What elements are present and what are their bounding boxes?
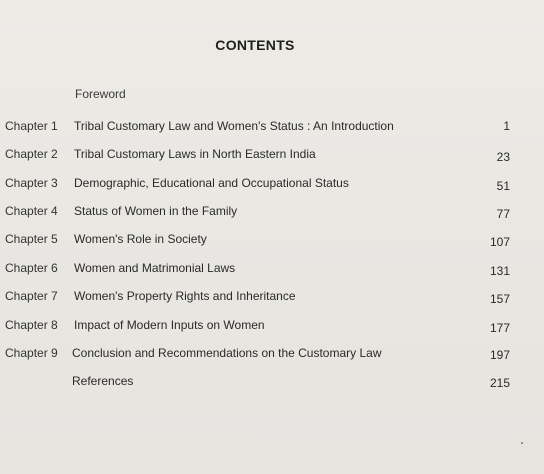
page-number: 77: [496, 207, 510, 221]
page-number: 157: [489, 292, 510, 306]
chapter-title: Women's Role in Society: [74, 232, 207, 246]
chapter-number: Chapter 4: [5, 204, 58, 218]
chapter-number: Chapter 9: [5, 346, 58, 360]
chapter-title: Conclusion and Recommendations on the Customary Law: [72, 346, 382, 360]
chapter-number: Chapter 8: [5, 318, 58, 332]
toc-entry: [0, 231, 544, 247]
toc-entry: [0, 260, 544, 276]
page-number: 23: [496, 150, 510, 164]
chapter-title: Women and Matrimonial Laws: [74, 261, 236, 275]
page-title: CONTENTS: [215, 37, 295, 53]
chapter-number: Chapter 7: [5, 289, 58, 303]
toc-entry: [0, 288, 544, 304]
page-number: 177: [489, 321, 510, 335]
page-number: 1: [503, 119, 510, 133]
chapter-number: Chapter 1: [5, 119, 58, 133]
speck-mark: [521, 442, 523, 444]
foreword-entry: Foreword: [75, 87, 126, 101]
chapter-title: Demographic, Educational and Occupational Status: [74, 176, 349, 190]
page-number: 197: [489, 348, 510, 362]
toc-entry: [0, 175, 544, 191]
page-number: 215: [489, 376, 510, 390]
toc-entry: [0, 345, 544, 361]
chapter-title: Status of Women in the Family: [74, 204, 238, 218]
toc-entry: [0, 203, 544, 219]
chapter-number: Chapter 2: [5, 147, 58, 161]
toc-entry-references: [0, 373, 544, 389]
toc-entry: [0, 146, 544, 162]
page-number: 51: [496, 179, 510, 193]
chapter-title: Tribal Customary Law and Women's Status : An Introduction: [74, 119, 394, 133]
page-number: 107: [489, 235, 510, 249]
toc-entry: [0, 118, 544, 134]
chapter-number: Chapter 6: [5, 261, 58, 275]
chapter-number: Chapter 3: [5, 176, 58, 190]
page-number: 131: [489, 264, 510, 278]
chapter-number: Chapter 5: [5, 232, 58, 246]
toc-entry: [0, 317, 544, 333]
chapter-title: Women's Property Rights and Inheritance: [74, 289, 296, 303]
chapter-title: Impact of Modern Inputs on Women: [74, 318, 265, 332]
chapter-title: Tribal Customary Laws in North Eastern India: [74, 147, 316, 161]
references-title: References: [72, 374, 134, 388]
